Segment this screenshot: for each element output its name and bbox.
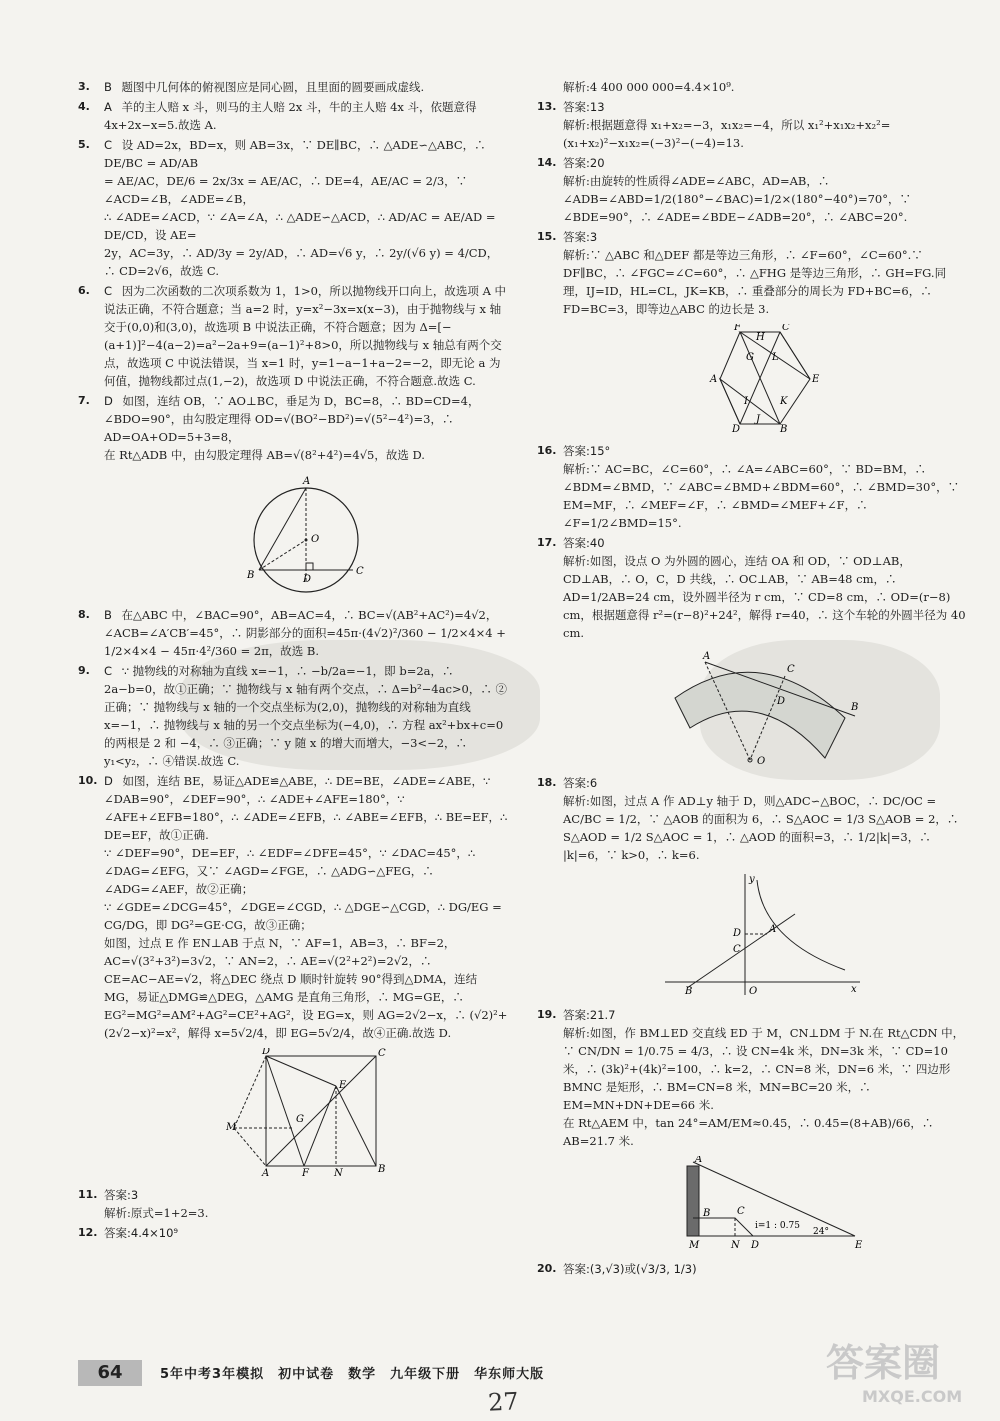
site-watermark bbox=[818, 1330, 988, 1410]
point-label: G bbox=[746, 352, 754, 363]
point-label: N bbox=[334, 1168, 343, 1178]
point-label: B bbox=[851, 702, 859, 713]
item-number: 14. bbox=[537, 156, 557, 169]
item-text: 解析:4 400 000 000=4.4×10⁹. bbox=[563, 80, 735, 94]
item-text: 2y，AC=3y，∴ AD/3y = 2y/AD，∴ AD=√6 y，∴ 2y/(√6 y) = 4/CD，∴ CD=2√6，故选 C. bbox=[104, 246, 499, 278]
answer-item-7 bbox=[78, 392, 508, 598]
item-answer: 答案:3 bbox=[104, 1188, 139, 1202]
point-label: M bbox=[226, 1122, 237, 1133]
square-figure-10 bbox=[226, 1048, 386, 1178]
item-text: 解析:原式=1+2=3. bbox=[104, 1206, 209, 1220]
item-text: 解析:如图，设点 O 为外圆的圆心，连结 OA 和 OD，∵ OD⊥AB，CD⊥AB，∴ O，C，D 共线，∴ OC⊥AB，∵ AB=48 cm，∴ AD=1/2AB=24 cm，设外圆半径为 r cm，∵ CD=8 cm，∴ OD=(r−8) cm，根据题意得 r²=(r−8)²+24²，解得 r=40，∴ 这个车轮的外圆半径为 40 cm. bbox=[563, 554, 966, 640]
answer-item-5 bbox=[78, 136, 508, 280]
point-label: O bbox=[749, 986, 758, 997]
item-text: 如图，连结 OB，∵ AO⊥BC，垂足为 D，BC=8，∴ BD=CD=4，∠BDO=90°，由勾股定理得 OD=√(BO²−BD²)=√(5²−4²)=3，∴ AD=OA+OD=5+3=8， bbox=[104, 394, 480, 444]
item-text: 设 AD=2x，BD=x，则 AB=3x，∵ DE∥BC，∴ △ADE∽△ABC，∴ DE/BC = AD/AB bbox=[104, 138, 486, 170]
item-text: 在△ABC 中，∠BAC=90°，AB=AC=4，∴ BC=√(AB²+AC²)=4√2，∠ACB=∠A′CB′=45°，∴ 阴影部分的面积=45π·(4√2)²/360 − 1/2×4×4 + 1/2×4×4 − 45π·4²/360 = 2π，故选 B. bbox=[104, 608, 506, 658]
item-text: = AE/AC，DE/6 = 2x/3x = AE/AC，∴ DE=4，AE/AC = 2/3，∵ ∠ACD=∠B，∠ADE=∠B， bbox=[104, 174, 468, 206]
point-label: C bbox=[737, 1206, 745, 1217]
point-label: x bbox=[851, 984, 857, 995]
point-label: B bbox=[247, 570, 255, 581]
item-number: 19. bbox=[537, 1008, 557, 1021]
answer-item-13 bbox=[537, 98, 967, 152]
point-label: C bbox=[733, 944, 741, 955]
point-label: B bbox=[703, 1208, 711, 1219]
answer-item-9 bbox=[78, 662, 508, 770]
angle-label: 24° bbox=[813, 1227, 829, 1237]
item-text: 解析:如图，过点 A 作 AD⊥y 轴于 D，则△ADC∽△BOC，∴ DC/OC = AC/BC = 1/2，∵ △AOB 的面积为 6，∴ S△AOC = 1/3 S△AOB = 2，∴ S△AOD = 1/2 S△AOC = 1，∴ △AOD 的面积=3，∴ 1/2|k|=3，∴ |k|=6，∵ k>0，∴ k=6. bbox=[563, 794, 959, 862]
answer-item-14 bbox=[537, 154, 967, 226]
item-text: 解析:如图，作 BM⊥ED 交直线 ED 于 M，CN⊥DM 于 N.在 Rt△CDN 中，∵ CN/DN = 1/0.75 = 4/3，∴ 设 CN=4k 米，DN=3k 米，∵ CD=10 米，∴ (3k)²+(4k)²=100，∴ k=2，∴ CN=8 米，DN=6 米，∵ 四边形 BMNC 是矩形，∴ BM=CN=8 米，MN=BC=20 米，∴ EM=MN+DN+DE=66 米. bbox=[563, 1026, 965, 1112]
point-label: A bbox=[703, 651, 711, 662]
item-text: 如图，连结 BE，易证△ADE≌△ABE，∴ DE=BE，∠ADE=∠ABE，∵ ∠DAB=90°，∠DEF=90°，∴ ∠ADE+∠AFE=180°，∵ ∠AFE+∠EFB=180°，∴ ∠ADE=∠EFB，∴ ∠ABE=∠EFB，∴ BE=EF，∴ DE=EF，故①正确. bbox=[104, 774, 508, 842]
item-answer: 答案:3 bbox=[563, 230, 598, 244]
item-text: 在 Rt△AEM 中，tan 24°=AM/EM≈0.45，∴ 0.45=(8+AB)/66，∴ AB=21.7 米. bbox=[563, 1116, 934, 1148]
point-label: E bbox=[855, 1240, 863, 1251]
item-text: ∵ ∠DEF=90°，DE=EF，∴ ∠EDF=∠DFE=45°，∵ ∠DAC=45°，∴ ∠DAG=∠EFG，又∵ ∠AGD=∠FGE，∴ △ADG∽△FEG，∴ ∠ADG=∠AEF，故②正确； bbox=[104, 846, 476, 896]
item-number: 13. bbox=[537, 100, 557, 113]
item-number: 18. bbox=[537, 776, 557, 789]
item-number: 4. bbox=[78, 100, 90, 113]
item-number: 11. bbox=[78, 1188, 98, 1201]
wheel-figure-17 bbox=[665, 648, 865, 766]
item-text: ∵ ∠GDE=∠DCG=45°，∠DGE=∠CGD，∴ △DGE∽△CGD，∴ DG/EG = CG/DG，即 DG²=GE·CG，故③正确； bbox=[104, 900, 502, 932]
item-number: 15. bbox=[537, 230, 557, 243]
point-label: C bbox=[787, 664, 795, 675]
item-answer: D bbox=[104, 394, 113, 408]
answer-item-19 bbox=[537, 1006, 967, 1252]
point-label: O bbox=[311, 534, 320, 545]
point-label: F bbox=[734, 324, 741, 333]
item-number: 5. bbox=[78, 138, 90, 151]
point-label: A bbox=[695, 1156, 703, 1165]
right-column bbox=[537, 78, 967, 1280]
item-answer: 答案:20 bbox=[563, 156, 605, 170]
item-text: 如图，过点 E 作 EN⊥AB 于点 N，∵ AF=1，AB=3，∴ BF=2，AC=√(3²+3²)=3√2，∵ AN=2，∴ AE=√(2²+2²)=2√2，∴ CE=AC−AE=√2，将△DEC 绕点 D 顺时针旋转 90°得到△DMA，连结 MG，易证△DMG≌△DEG，△AMG 是直角三角形，∴ MG=GE，∴ EG²=MG²=AM²+AG²=CE²+AG²，设 EG=x，则 AG=2√2−x，∴ (√2)²+(2√2−x)²=x²，解得 x=5√2/4，即 EG=5√2/4，故④正确.故选 D. bbox=[104, 936, 508, 1040]
point-label: D bbox=[733, 928, 742, 939]
item-answer: 答案:6 bbox=[563, 776, 598, 790]
item-text: 羊的主人赔 x 斗，则马的主人赔 2x 斗，牛的主人赔 4x 斗，依题意得 4x+2x−x=5.故选 A. bbox=[104, 100, 477, 132]
point-label: B bbox=[780, 424, 788, 434]
item-text: 题图中几何体的俯视图应是同心圆，且里面的圆要画成虚线. bbox=[121, 80, 425, 94]
watermark-url: MXQE.COM bbox=[862, 1387, 963, 1406]
coordinate-figure-18 bbox=[665, 870, 865, 998]
item-answer: 答案:21.7 bbox=[563, 1008, 616, 1022]
item-number: 20. bbox=[537, 1262, 557, 1275]
item-number: 12. bbox=[78, 1226, 98, 1239]
page-number: 64 bbox=[78, 1360, 142, 1386]
point-label: C bbox=[356, 566, 364, 577]
point-label: D bbox=[777, 696, 786, 707]
point-label: A bbox=[710, 374, 718, 385]
point-label: y bbox=[749, 874, 755, 885]
answer-item-6 bbox=[78, 282, 508, 390]
point-label: D bbox=[303, 574, 312, 585]
point-label: M bbox=[689, 1240, 700, 1251]
answer-item-10 bbox=[78, 772, 508, 1178]
item-text: 因为二次函数的二次项系数为 1，1>0，所以抛物线开口向上，故选项 A 中说法正确，不符合题意；当 a=2 时，y=x²−3x=x(x−3)，由于抛物线与 x 轴交于(0,0)和(3,0)，故选项 B 中说法正确，不符合题意；因为 Δ=[−(a+1)]²−4(a−2)=a²−2a+9=(a−1)²+8>0，所以抛物线与 x 轴总有两个交点，故选项 C 中说法错误，当 x=1 时，y=1−a−1+a−2=−2，即无论 a 为何值，抛物线都过点(1,−2)，故选项 D 中说法正确，不符合题意.故选 C. bbox=[104, 284, 507, 388]
point-label: K bbox=[780, 396, 788, 407]
item-answer: 答案:40 bbox=[563, 536, 605, 550]
answer-item-16 bbox=[537, 442, 967, 532]
point-label: L bbox=[772, 352, 779, 363]
point-label: F bbox=[302, 1168, 309, 1178]
point-label: I bbox=[744, 396, 748, 407]
point-label: H bbox=[756, 332, 765, 343]
answer-item-4 bbox=[78, 98, 508, 134]
item-text: 解析:根据题意得 x₁+x₂=−3，x₁x₂=−4，所以 x₁²+x₁x₂+x₂²=(x₁+x₂)²−x₁x₂=(−3)²−(−4)=13. bbox=[563, 118, 891, 150]
answer-item-8 bbox=[78, 606, 508, 660]
handwritten-mark: 27 bbox=[487, 1387, 520, 1417]
point-label: C bbox=[782, 324, 790, 333]
point-label: A bbox=[769, 924, 777, 935]
answer-item-12 bbox=[78, 1224, 508, 1242]
item-number: 16. bbox=[537, 444, 557, 457]
item-number: 3. bbox=[78, 80, 90, 93]
point-label: D bbox=[262, 1048, 271, 1057]
slope-label: i=1 : 0.75 bbox=[755, 1221, 800, 1231]
item-number: 8. bbox=[78, 608, 90, 621]
item-answer: B bbox=[104, 80, 112, 94]
point-label: J bbox=[756, 414, 761, 425]
circle-figure-7 bbox=[231, 470, 381, 598]
item-text: 在 Rt△ADB 中，由勾股定理得 AB=√(8²+4²)=4√5，故选 D. bbox=[104, 448, 425, 462]
item-text: 解析:由旋转的性质得∠ADE=∠ABC，AD=AB，∴ ∠ADB=∠ABD=1/2(180°−∠BAC)=1/2×(180°−40°)=70°，∵ ∠BDE=90°，∴ ∠ADE=∠BDE−∠ADB=20°，∴ ∠ABC=20°. bbox=[563, 174, 911, 224]
watermark-text: 答案圈 bbox=[826, 1341, 941, 1385]
triangle-figure-15 bbox=[700, 324, 830, 434]
point-label: C bbox=[378, 1048, 386, 1059]
answer-item-15 bbox=[537, 228, 967, 434]
answer-item-12-cont bbox=[537, 78, 967, 96]
point-label: D bbox=[732, 424, 741, 434]
point-label: B bbox=[378, 1164, 386, 1175]
item-answer: C bbox=[104, 138, 113, 152]
answer-item-17 bbox=[537, 534, 967, 766]
item-number: 17. bbox=[537, 536, 557, 549]
item-answer: 答案:4.4×10⁹ bbox=[104, 1226, 179, 1240]
item-text: 解析:∵ △ABC 和△DEF 都是等边三角形，∴ ∠F=60°，∠C=60°.∵ DF∥BC，∴ ∠FGC=∠C=60°，∴ △FHG 是等边三角形，∴ GH=FG.同理，IJ=ID，HL=CL，JK=KB，∴ 重叠部分的周长为 FD+BC=6，∴ FD=BC=3，即等边△ABC 的边长是 3. bbox=[563, 248, 947, 316]
item-number: 6. bbox=[78, 284, 90, 297]
item-answer: 答案:(3,√3)或(√3/3, 1/3) bbox=[563, 1262, 697, 1276]
item-answer: B bbox=[104, 608, 112, 622]
item-number: 10. bbox=[78, 774, 98, 787]
item-number: 7. bbox=[78, 394, 90, 407]
point-label: B bbox=[685, 986, 693, 997]
item-number: 9. bbox=[78, 664, 90, 677]
answer-item-18 bbox=[537, 774, 967, 998]
point-label: O bbox=[757, 756, 766, 766]
point-label: A bbox=[262, 1168, 270, 1178]
item-answer: 答案:13 bbox=[563, 100, 605, 114]
item-text: 解析:∵ AC=BC，∠C=60°，∴ ∠A=∠ABC=60°，∵ BD=BM，∴ ∠BDM=∠BMD，∵ ∠ABC=∠BMD+∠BDM=60°，∴ ∠BMD=30°，∵ EM=MF，∴ ∠MEF=∠F，∴ ∠BMD=∠MEF+∠F，∴ ∠F=1/2∠BMD=15°. bbox=[563, 462, 960, 530]
page-footer bbox=[78, 1360, 618, 1386]
item-answer: 答案:15° bbox=[563, 444, 611, 458]
answer-item-11 bbox=[78, 1186, 508, 1222]
point-label: G bbox=[296, 1114, 304, 1125]
left-column bbox=[78, 78, 508, 1244]
item-text: ∵ 抛物线的对称轴为直线 x=−1，∴ −b/2a=−1，即 b=2a，∴ 2a−b=0，故①正确；∵ 抛物线与 x 轴有两个交点，∴ Δ=b²−4ac>0，∴ ②正确；∵ 抛物线与 x 轴的一个交点坐标为(2,0)，抛物线的对称轴为直线 x=−1，∴ 抛物线与 x 轴的另一个交点坐标为(−4,0)，∴ 方程 ax²+bx+c=0 的两根是 2 和 −4，∴ ③正确；∵ y 随 x 的增大而增大，−3<−2，∴ y₁<y₂，∴ ④错误.故选 C. bbox=[104, 664, 507, 768]
item-text: ∴ ∠ADE=∠ACD，∵ ∠A=∠A，∴ △ADE∽△ACD，∴ AD/AC = AE/AD = DE/CD，设 AE= bbox=[104, 210, 496, 242]
point-label: E bbox=[812, 374, 820, 385]
item-answer: A bbox=[104, 100, 112, 114]
answer-item-3 bbox=[78, 78, 508, 96]
point-label: N bbox=[731, 1240, 740, 1251]
item-answer: C bbox=[104, 664, 113, 678]
point-label: D bbox=[751, 1240, 760, 1251]
item-answer: D bbox=[104, 774, 113, 788]
point-label: A bbox=[303, 476, 311, 487]
answer-item-20 bbox=[537, 1260, 967, 1278]
point-label: E bbox=[339, 1080, 347, 1091]
book-title: 5年中考3年模拟 初中试卷 数学 九年级下册 华东师大版 bbox=[160, 1367, 545, 1382]
slope-figure-19 bbox=[665, 1156, 865, 1252]
item-answer: C bbox=[104, 284, 113, 298]
